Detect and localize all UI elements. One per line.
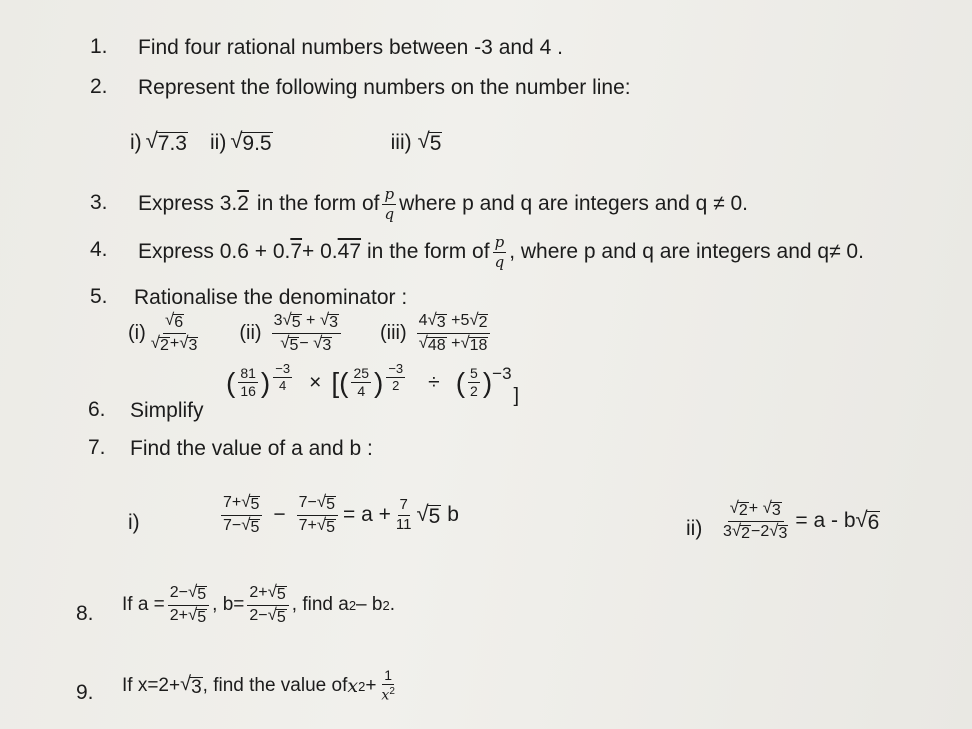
q4-plus: + 0.	[302, 240, 338, 263]
q6-left-bracket: [(	[331, 366, 349, 398]
q2-part-i-label: i)	[130, 130, 142, 154]
q3-number: 3.	[90, 191, 108, 214]
q1-number: 1.	[90, 35, 108, 58]
q9-mid: , find the value of	[202, 675, 348, 697]
q3-post: where p and q are integers and q ≠ 0.	[399, 192, 748, 215]
q4-recurring-1: 7	[290, 240, 303, 263]
q4-line	[138, 234, 864, 270]
q6-frac-3: $\frac{5}{2}$	[470, 365, 478, 400]
q8-pre: If a =	[122, 594, 165, 616]
q6-text: Simplify	[130, 399, 204, 422]
q1-text: Find four rational numbers between -3 and 4 .	[138, 36, 563, 59]
q6-frac-2: $\frac{25}{4}$	[353, 365, 370, 400]
q6-divide: ÷	[428, 370, 440, 394]
q2-parts	[130, 130, 442, 155]
q8-a-fraction: 2− √ 5 2+ √ 5	[168, 584, 209, 627]
q6-times: ×	[309, 370, 322, 394]
q6-number: 6.	[88, 398, 106, 421]
q7-i-minus: −	[273, 503, 286, 527]
q3-recurring-digit: 2	[237, 192, 249, 215]
q8-b-fraction: 2+ √ 5 2− √ 5	[247, 584, 288, 627]
q7-i-frac-2: 7− √ 5 7+ √ 5	[297, 494, 338, 537]
q8-number: 8.	[76, 602, 94, 625]
q5-parts	[128, 312, 493, 355]
q5-iii-fraction: 4 √ 3 +5 √ 2 √ 48 + √ 18	[417, 312, 491, 355]
q4-pre: Express 0.6 + 0.	[138, 240, 291, 263]
q7-ii-equation	[718, 500, 880, 543]
q6-exp-1: $\frac{-3}{4}$	[275, 361, 291, 394]
q8-line: If a = 2− √ 5 2+ √ 5 , b= 2+ √ 5 2− √ 5 , find a 2 – b 2 .	[122, 582, 395, 626]
q5-ii-fraction: 3 √ 5 + √ 3 √ 5 − √ 3	[272, 312, 341, 355]
q7-ii-label: ii)	[686, 517, 703, 540]
q7-i-frac-1: 7+ √ 5 7− √ 5	[221, 494, 262, 537]
q7-text: Find the value of a and b :	[130, 437, 373, 460]
q4-fraction: $\frac{p}{q}$	[494, 233, 505, 271]
q3-mid: in the form of	[256, 192, 380, 215]
q7-number: 7.	[88, 436, 106, 459]
q3-fraction: $\frac{p}{q}$	[384, 185, 395, 223]
q5-ii-label: (ii)	[239, 321, 262, 344]
q4-mid: in the form of	[367, 240, 490, 263]
q4-recurring-2: 47	[337, 240, 362, 263]
q2-number: 2.	[90, 75, 108, 98]
q2-part-ii-radical: √ 9.5	[230, 128, 272, 155]
q6-expression: ( $\frac{81}{16}$ ) $\frac{-3}{4}$ × [( $\frac{25}{4}$ ) $\frac{-3}{2}$ ÷ ( $\frac{5}{2}$ ) −3 ]	[226, 361, 520, 407]
q7-i-label: i)	[128, 511, 140, 534]
q2-part-i-radical: √ 7.3	[145, 128, 187, 155]
q7-i-equals: = a +	[343, 503, 391, 527]
q4-post: , where p and q are integers and q≠ 0.	[509, 240, 864, 263]
q2-text: Represent the following numbers on the number line:	[138, 76, 631, 99]
q6-exp-3: −3	[492, 364, 512, 383]
q7-ii-fraction: √ 2 + √ 3 3 √ 2 −2 √ 3	[723, 498, 788, 542]
q6-right-bracket: ]	[513, 384, 520, 407]
q6-frac-1: $\frac{81}{16}$	[240, 365, 256, 400]
q2-part-iii-label: iii)	[390, 130, 412, 154]
q2-part-ii-label: ii)	[209, 130, 227, 154]
q5-i-fraction: √ 6 √ 2 + √ 3	[150, 310, 198, 354]
q5-iii-label: (iii)	[379, 321, 407, 344]
q8-b-label: , b=	[212, 594, 245, 616]
q5-number: 5.	[90, 285, 108, 308]
q8-post: , find a	[291, 594, 349, 616]
q5-text: Rationalise the denominator :	[134, 286, 408, 309]
q7-ii-radical: √ 6	[855, 506, 880, 534]
q3-pre: Express 3.	[138, 192, 238, 215]
q7-i-equation	[218, 494, 459, 537]
q7-i-frac-3: $\frac{7}{11}$	[395, 496, 412, 533]
q9-number: 9.	[76, 681, 94, 704]
q6-exp-2: $\frac{-3}{2}$	[388, 361, 404, 394]
q3-line	[138, 186, 748, 222]
q9-line: If x=2+ √ 3 , find the value of x 2 + $\frac{1}{x^2}$	[122, 667, 395, 705]
q7-i-radical: √ 5	[416, 500, 441, 528]
q4-number: 4.	[90, 238, 108, 261]
q9-x: x	[347, 675, 359, 698]
q7-i-b: b	[447, 503, 459, 527]
q9-fraction: $\frac{1}{x^2}$	[381, 667, 395, 705]
q7-ii-equals: = a - b	[795, 509, 856, 533]
q9-pre: If x=2+	[122, 675, 181, 697]
q5-i-label: (i)	[128, 321, 146, 344]
q9-radical: √ 3	[180, 672, 202, 698]
q2-part-iii-radical: √ 5	[417, 128, 442, 155]
